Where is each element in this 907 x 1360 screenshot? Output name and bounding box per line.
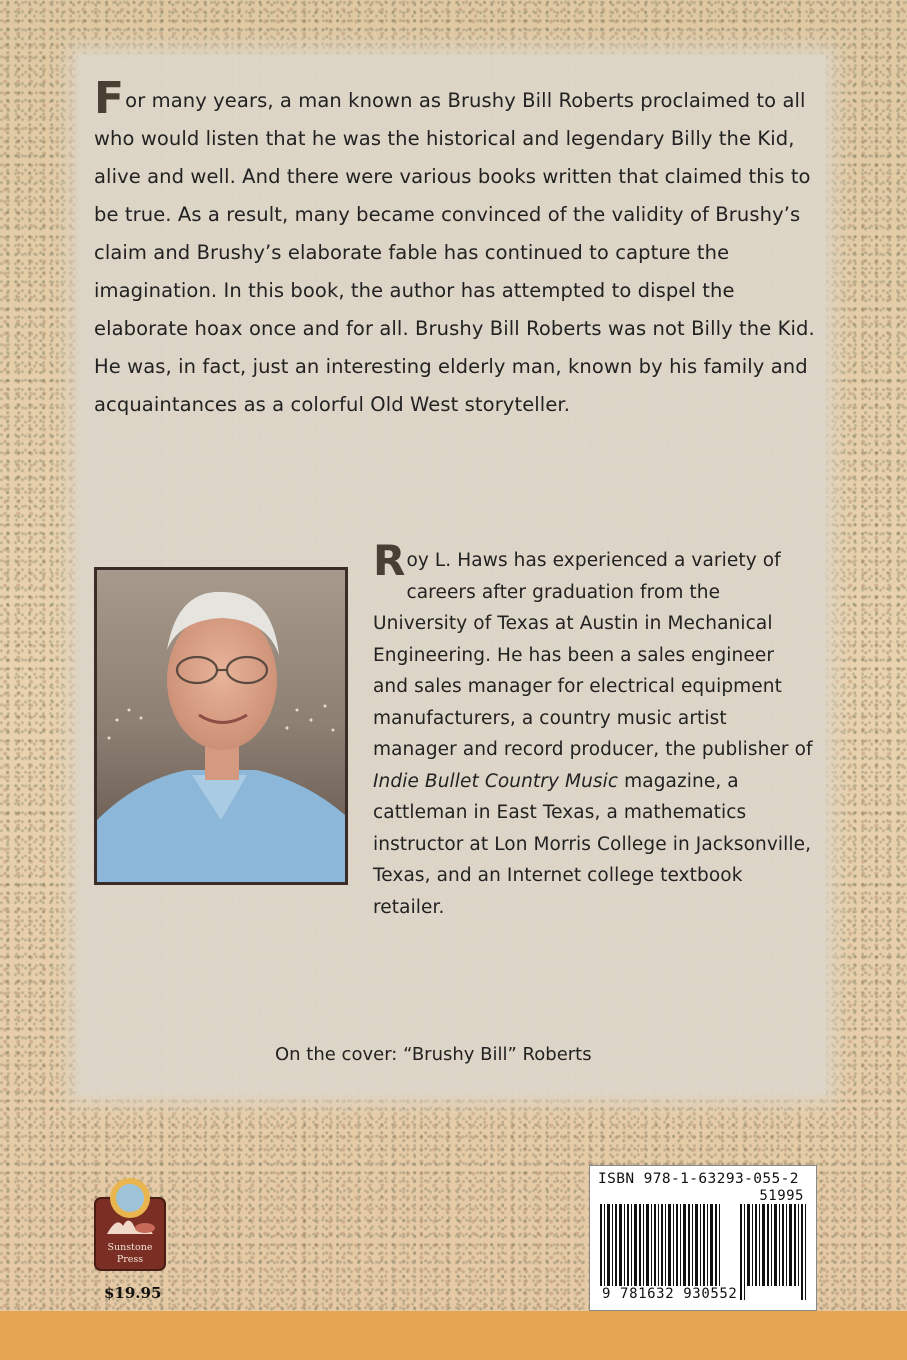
isbn-label: ISBN 978-1-63293-055-2 <box>598 1171 799 1187</box>
bio-text-before: oy L. Haws has experienced a variety of careers after graduation from the University of Texas at Austin in Mechanical Engineering. He has been a sales engineer and sales manager for electrical equipment manufacturers, a country music artist manager and record producer, the publisher of <box>373 550 813 760</box>
book-blurb <box>94 73 824 424</box>
isbn-barcode <box>589 1165 817 1311</box>
author-photo <box>94 567 348 885</box>
bio-dropcap: R <box>373 536 406 585</box>
ean-digits: 9 781632 930552 <box>602 1286 738 1302</box>
bio-magazine-title: Indie Bullet Country Music <box>373 770 619 792</box>
publisher-name-line2: Press <box>116 1254 144 1265</box>
bio-text-after: magazine, a cattleman in East Texas, a mathematics instructor at Lon Morris College in Jacksonville, Texas, and an Internet college textbook retailer. <box>373 770 812 918</box>
blurb-dropcap: F <box>94 73 125 124</box>
author-bio <box>373 536 813 923</box>
book-price: $19.95 <box>104 1284 162 1302</box>
blurb-text: or many years, a man known as Brushy Bill Roberts proclaimed to all who would listen that he was the historical and legendary Billy the Kid, alive and well. And there were various books written that claimed this to be true. As a result, many became convinced of the validity of Brushy’s claim and Brushy’s elaborate fable has continued to capture the imagination. In this book, the author has attempted to dispel the elaborate hoax once and for all. Brushy Bill Roberts was not Billy the Kid. He was, in fact, just an interesting elderly man, known by his family and acquaintances as a colorful Old West storyteller. <box>94 89 815 416</box>
publisher-logo <box>93 1176 167 1272</box>
publisher-name-line1: Sunstone <box>107 1242 153 1253</box>
bottom-color-band <box>0 1311 907 1360</box>
cover-caption: On the cover: “Brushy Bill” Roberts <box>275 1044 592 1065</box>
price-code: 51995 <box>759 1188 804 1204</box>
